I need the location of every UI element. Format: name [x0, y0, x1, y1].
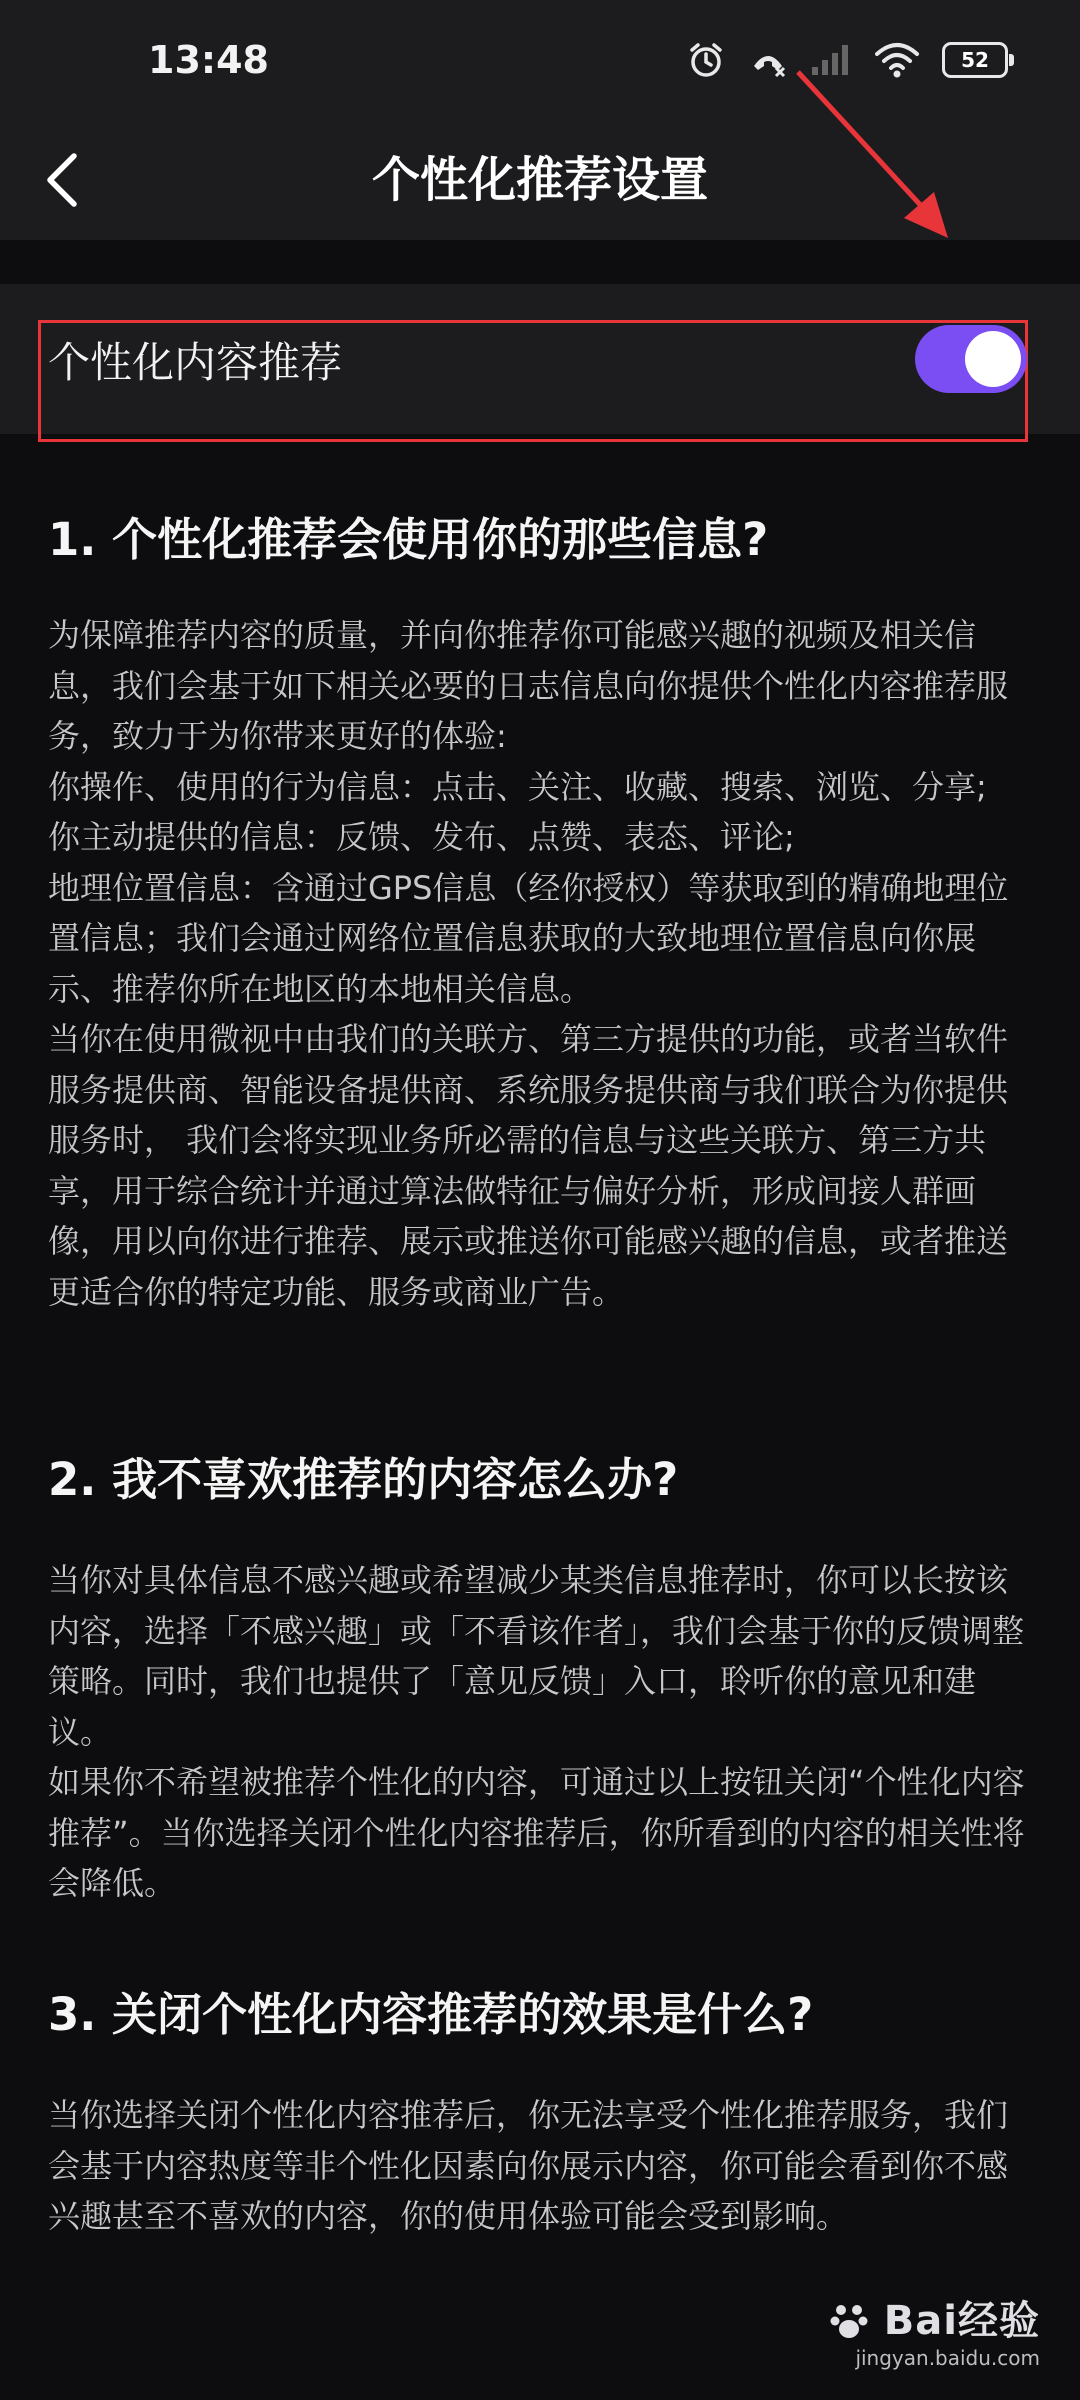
section-1-paragraph: 你主动提供的信息：反馈、发布、点赞、表态、评论; — [48, 818, 795, 856]
switch-knob — [965, 331, 1021, 387]
section-1-body — [48, 610, 1038, 1317]
section-2-paragraph: 如果你不希望被推荐个性化的内容，可通过以上按钮关闭“个性化内容推荐”。当你选择关闭个性化内容推荐后，你所看到的内容的相关性将会降低。 — [48, 1763, 1025, 1902]
watermark-text: Bai经验 — [883, 2298, 1040, 2344]
battery-level: 52 — [961, 48, 989, 72]
section-2-paragraph: 当你对具体信息不感兴趣或希望减少某类信息推荐时，你可以长按该内容，选择「不感兴趣」或「不看该作者」，我们会基于你的反馈调整策略。同时，我们也提供了「意见反馈」入口，聆听你的意见和建议。 — [48, 1561, 1025, 1751]
section-2-body — [48, 1555, 1038, 1909]
watermark — [829, 2289, 1040, 2370]
section-1-paragraph: 为保障推荐内容的质量，并向你推荐你可能感兴趣的视频及相关信息，我们会基于如下相关必要的日志信息向你提供个性化内容推荐服务，致力于为你带来更好的体验: — [48, 616, 1009, 755]
page-title: 个性化推荐设置 — [371, 152, 708, 208]
section-2-heading: 2. 我不喜欢推荐的内容怎么办? — [48, 1453, 679, 1506]
watermark-logo — [829, 2289, 1040, 2346]
personalized-recommend-switch[interactable] — [915, 325, 1027, 393]
annotation-arrow-icon — [0, 0, 1080, 260]
section-1-paragraph: 当你在使用微视中由我们的关联方、第三方提供的功能，或者当软件服务提供商、智能设备提供商、系统服务提供商与我们联合为你提供服务时， 我们会将实现业务所必需的信息与这些关联方、第三方共享，用于综合统计并通过算法做特征与偏好分析，形成间接人群画像，用以向你进行推荐、展示或推送你可能感兴趣的信息，或者推送更适合你的特定功能、服务或商业广告。 — [48, 1020, 1009, 1311]
section-1-heading: 1. 个性化推荐会使用你的那些信息? — [48, 513, 769, 566]
paw-icon — [829, 2300, 869, 2340]
section-1-paragraph: 你操作、使用的行为信息：点击、关注、收藏、搜索、浏览、分享; — [48, 767, 987, 806]
toggle-label: 个性化内容推荐 — [48, 338, 343, 387]
section-3-heading: 3. 关闭个性化内容推荐的效果是什么? — [48, 1988, 814, 2041]
status-time: 13:48 — [148, 38, 269, 82]
section-1-paragraph: 地理位置信息：含通过GPS信息（经你授权）等获取到的精确地理位置信息；我们会通过网络位置信息获取的大致地理位置信息向你展示、推荐你所在地区的本地相关信息。 — [48, 868, 1009, 1008]
section-3-body — [48, 2090, 1038, 2242]
watermark-url: jingyan.baidu.com — [855, 2346, 1040, 2370]
section-3-paragraph: 当你选择关闭个性化内容推荐后，你无法享受个性化推荐服务，我们会基于内容热度等非个性化因素向你展示内容，你可能会看到你不感兴趣甚至不喜欢的内容，你的使用体验可能会受到影响。 — [48, 2096, 1009, 2235]
